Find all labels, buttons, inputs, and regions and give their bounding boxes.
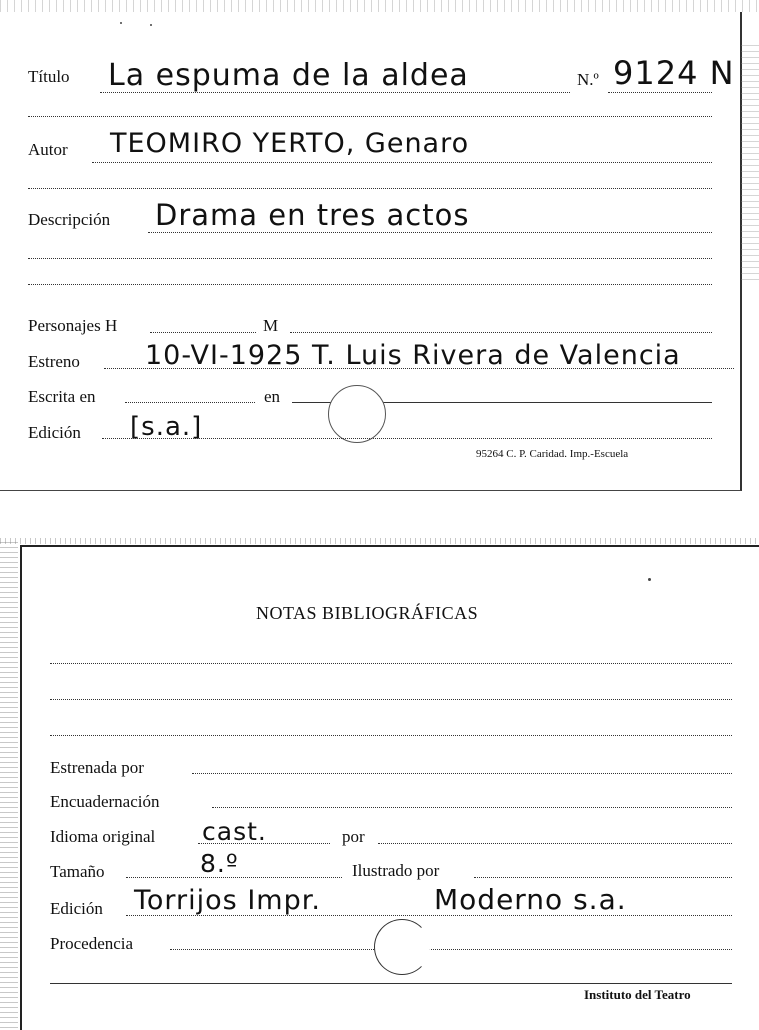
estrenada-label: Estrenada por bbox=[50, 758, 144, 777]
notas-line-3 bbox=[50, 735, 732, 736]
escrita-en-label: en bbox=[264, 387, 281, 406]
numero-value: 9124 N bbox=[613, 54, 735, 92]
idioma-value: cast. bbox=[202, 817, 267, 846]
notas-line-1 bbox=[50, 663, 732, 664]
procedencia-line bbox=[170, 949, 732, 950]
scan-speck bbox=[120, 22, 122, 24]
edicion-line bbox=[102, 438, 712, 439]
scan-speck bbox=[150, 24, 152, 26]
numero-label: N.º bbox=[577, 70, 599, 89]
autor-line bbox=[92, 162, 712, 163]
descripcion-line bbox=[148, 232, 712, 233]
footer-rule bbox=[50, 983, 732, 984]
catalog-card-ficha bbox=[0, 12, 742, 491]
escrita-label: Escrita en bbox=[28, 387, 96, 406]
notas-edicion-value-2: Moderno s.a. bbox=[434, 883, 627, 916]
personajes-label: Personajes H bbox=[28, 316, 118, 335]
autor-label: Autor bbox=[28, 140, 68, 159]
notas-heading: NOTAS BIBLIOGRÁFICAS bbox=[256, 603, 479, 623]
idioma-por-label: por bbox=[342, 827, 365, 846]
scan-noise-mid bbox=[0, 538, 759, 544]
notas-line-2 bbox=[50, 699, 732, 700]
estreno-line bbox=[104, 368, 734, 369]
scan-noise-top bbox=[0, 0, 759, 12]
encuadernacion-line bbox=[212, 807, 732, 808]
titulo-extra-line bbox=[28, 116, 712, 117]
idioma-por-line bbox=[378, 843, 732, 844]
encuadernacion-label: Encuadernación bbox=[50, 792, 160, 811]
scan-noise-left bbox=[0, 540, 18, 1028]
descripcion-label: Descripción bbox=[28, 210, 111, 229]
idioma-label: Idioma original bbox=[50, 827, 156, 846]
descripcion-line-3 bbox=[28, 284, 712, 285]
ilustrado-label: Ilustrado por bbox=[352, 861, 440, 880]
titulo-line bbox=[100, 92, 570, 93]
notas-edicion-value-1: Torrijos Impr. bbox=[134, 885, 321, 916]
edicion-label: Edición bbox=[28, 423, 81, 442]
library-stamp-circle-bottom bbox=[374, 919, 430, 975]
tamano-line bbox=[126, 877, 342, 878]
library-stamp-circle bbox=[328, 385, 386, 443]
scan-noise-right bbox=[741, 40, 759, 280]
personajes-m-label: M bbox=[263, 316, 279, 335]
autor-extra-line bbox=[28, 188, 712, 189]
personajes-m-line bbox=[290, 332, 712, 333]
descripcion-line-2 bbox=[28, 258, 712, 259]
notas-edicion-line bbox=[126, 915, 732, 916]
footer-institution: Instituto del Teatro bbox=[584, 987, 691, 1002]
procedencia-label: Procedencia bbox=[50, 934, 134, 953]
tamano-label: Tamaño bbox=[50, 862, 105, 881]
idioma-line bbox=[198, 843, 330, 844]
descripcion-value: Drama en tres actos bbox=[155, 198, 470, 232]
catalog-card-notas bbox=[20, 545, 759, 1030]
autor-value: TEOMIRO YERTO, Genaro bbox=[110, 128, 470, 159]
escrita-line bbox=[125, 402, 255, 403]
numero-line bbox=[608, 92, 712, 93]
edicion-value: [s.a.] bbox=[130, 412, 203, 442]
estrenada-line bbox=[192, 773, 732, 774]
notas-edicion-label: Edición bbox=[50, 899, 103, 918]
ilustrado-line bbox=[474, 877, 732, 878]
titulo-label: Título bbox=[28, 67, 70, 86]
imprenta-note: 95264 C. P. Caridad. Imp.-Escuela bbox=[476, 448, 629, 460]
estreno-label: Estreno bbox=[28, 352, 80, 371]
estreno-value: 10-VI-1925 T. Luis Rivera de Valencia bbox=[145, 340, 681, 371]
personajes-h-line bbox=[150, 332, 256, 333]
scan-speck bbox=[648, 578, 651, 581]
titulo-value: La espuma de la aldea bbox=[108, 58, 469, 93]
tamano-value: 8.º bbox=[200, 849, 239, 878]
